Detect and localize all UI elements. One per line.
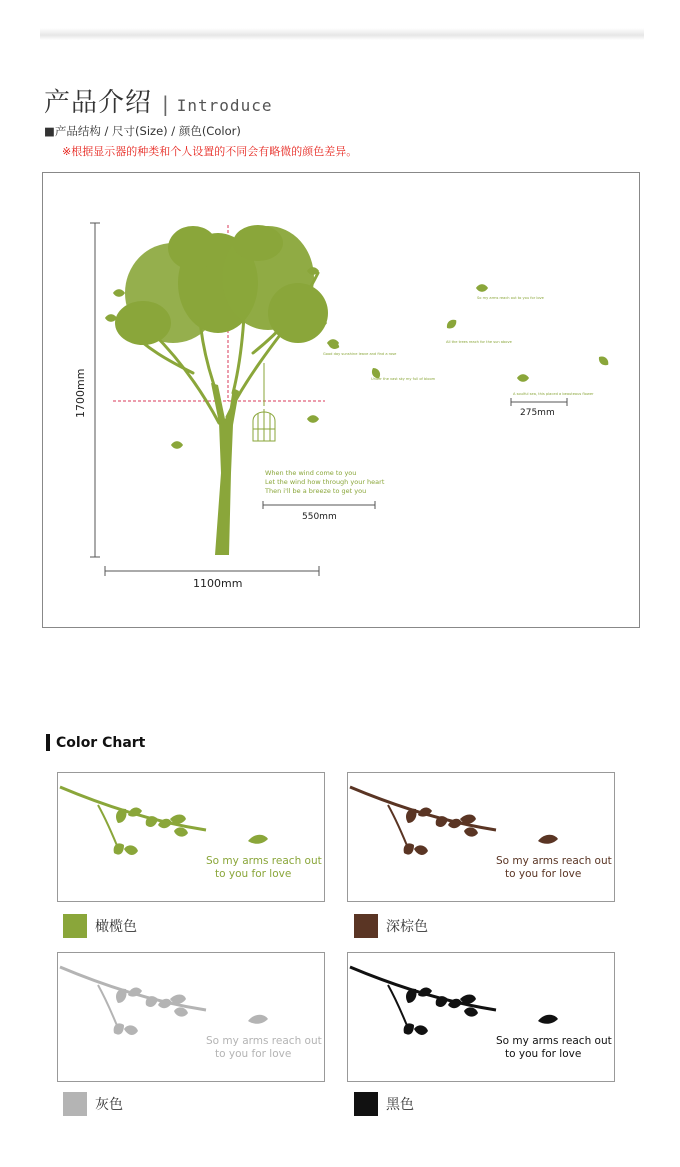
color-card-brown [347, 772, 615, 902]
title-en: Introduce [176, 96, 273, 115]
swatch-brown [354, 914, 428, 938]
color-chart-heading [46, 734, 145, 751]
swatch-black [354, 1092, 414, 1116]
small-phrase-3: So my arms reach out to you for love [477, 296, 544, 300]
card-line-2: to you for love [505, 1048, 582, 1060]
swatch-olive [63, 914, 137, 938]
card-line-1: So my arms reach out [496, 1035, 612, 1047]
small-phrase-5: A soulful sea, this placed a beauteous flower [513, 392, 594, 396]
size-diagram [42, 172, 640, 628]
branch-illustration [348, 773, 616, 903]
leaves-width-label: 275mm [520, 408, 555, 418]
swatch-color-box [354, 914, 378, 938]
branch-illustration [58, 773, 326, 903]
color-card-gray [57, 952, 325, 1082]
height-label: 1700mm [74, 368, 87, 418]
phrase-line-2: Let the wind how through your heart [265, 478, 385, 486]
card-line-1: So my arms reach out [496, 855, 612, 867]
swatch-color-box [63, 1092, 87, 1116]
small-phrase-1: Good day sunshine leave and find a rose [323, 352, 397, 356]
branch-illustration [348, 953, 616, 1083]
card-line-2: to you for love [215, 1048, 292, 1060]
small-phrase-4: All the trees reach for the sun above [446, 340, 512, 344]
phrase-line-3: Then i'll be a breeze to get you [265, 487, 367, 495]
card-line-1: So my arms reach out [206, 855, 322, 867]
card-line-2: to you for love [215, 868, 292, 880]
swatch-name: 橄榄色 [95, 919, 137, 935]
swatch-name: 黑色 [386, 1097, 414, 1113]
swatch-name: 灰色 [95, 1097, 123, 1113]
card-phrase [206, 1035, 322, 1061]
branch-illustration [58, 953, 326, 1083]
page-title [44, 82, 272, 119]
title-separator: | [162, 92, 169, 116]
card-phrase [496, 1035, 612, 1061]
small-phrase-2: Under the vast sky my full of bloom [371, 377, 436, 381]
swatch-color-box [63, 914, 87, 938]
card-line-2: to you for love [505, 868, 582, 880]
card-phrase [496, 855, 612, 881]
swatch-gray [63, 1092, 123, 1116]
top-divider [40, 28, 644, 40]
swatch-color-box [354, 1092, 378, 1116]
card-line-1: So my arms reach out [206, 1035, 322, 1047]
phrase-width-label: 550mm [302, 512, 337, 522]
title-cn: 产品介绍 [44, 88, 153, 118]
card-phrase [206, 855, 322, 881]
color-card-black [347, 952, 615, 1082]
width-label: 1100mm [193, 577, 243, 590]
product-structure-subtitle: ■产品结构 / 尺寸(Size) / 颜色(Color) [44, 124, 241, 138]
swatch-name: 深棕色 [386, 919, 428, 935]
phrase-line-1: When the wind come to you [265, 469, 357, 477]
heading-bar [46, 734, 50, 751]
color-difference-note: ※根据显示器的种类和个人设置的不同会有略微的颜色差异。 [62, 145, 358, 158]
color-card-olive [57, 772, 325, 902]
tree-illustration [43, 173, 641, 629]
color-chart-title: Color Chart [56, 734, 146, 751]
